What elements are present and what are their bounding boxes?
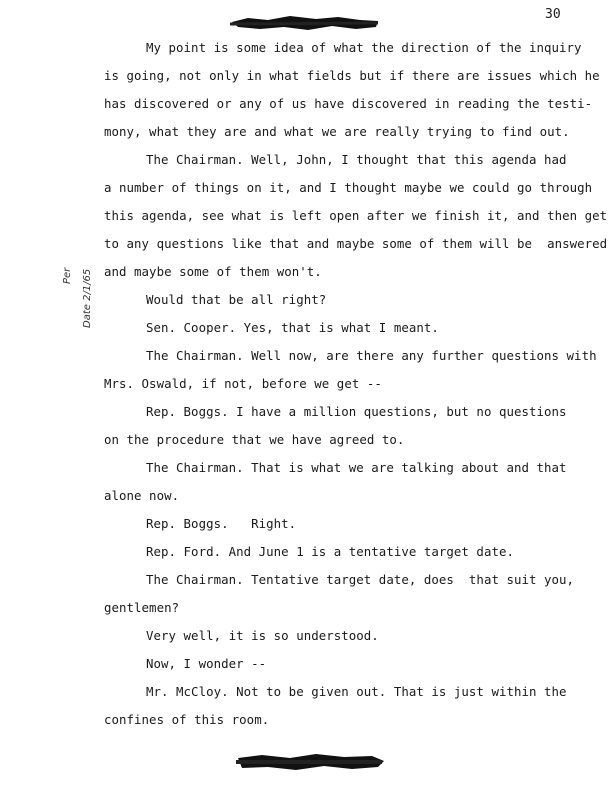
margin-annotation [44,252,104,332]
text-line: The Chairman. Well now, are there any further questions with [146,348,597,363]
text-line: confines of this room. [104,712,270,727]
text-line: Rep. Ford. And June 1 is a tentative target date. [146,544,514,559]
text-line: My point is some idea of what the direction of the inquiry [146,40,582,55]
text-line: Now, I wonder -- [146,656,267,671]
text-line: to any questions like that and maybe some of them will be answered [104,236,608,251]
text-line: alone now. [104,488,180,503]
text-line: a number of things on it, and I thought maybe we could go through [104,180,593,195]
text-line: Rep. Boggs. Right. [146,516,297,531]
text-line: The Chairman. That is what we are talking about and that [146,460,567,475]
text-line: Mrs. Oswald, if not, before we get -- [104,376,382,391]
top-redaction-mark [228,12,383,34]
annotation-per: Per [62,267,73,284]
text-line: on the procedure that we have agreed to. [104,432,405,447]
annotation-date: Date 2/1/65 [82,268,93,328]
text-line: mony, what they are and what we are really trying to find out. [104,124,570,139]
page-number: 30 [545,7,561,22]
text-line: Very well, it is so understood. [146,628,379,643]
text-line: this agenda, see what is left open after we finish it, and then get [104,208,608,223]
text-line: and maybe some of them won't. [104,264,322,279]
bottom-redaction-mark [232,750,387,774]
text-line: Mr. McCloy. Not to be given out. That is just within the [146,684,567,699]
text-line: is going, not only in what fields but if there are issues which he [104,68,600,83]
text-line: Rep. Boggs. I have a million questions, but no questions [146,404,567,419]
text-line: Sen. Cooper. Yes, that is what I meant. [146,320,439,335]
text-line: gentlemen? [104,600,180,615]
text-line: The Chairman. Tentative target date, does that suit you, [146,572,575,587]
text-line: The Chairman. Well, John, I thought that this agenda had [146,152,567,167]
text-line: has discovered or any of us have discovered in reading the testi- [104,96,593,111]
text-line: Would that be all right? [146,292,327,307]
